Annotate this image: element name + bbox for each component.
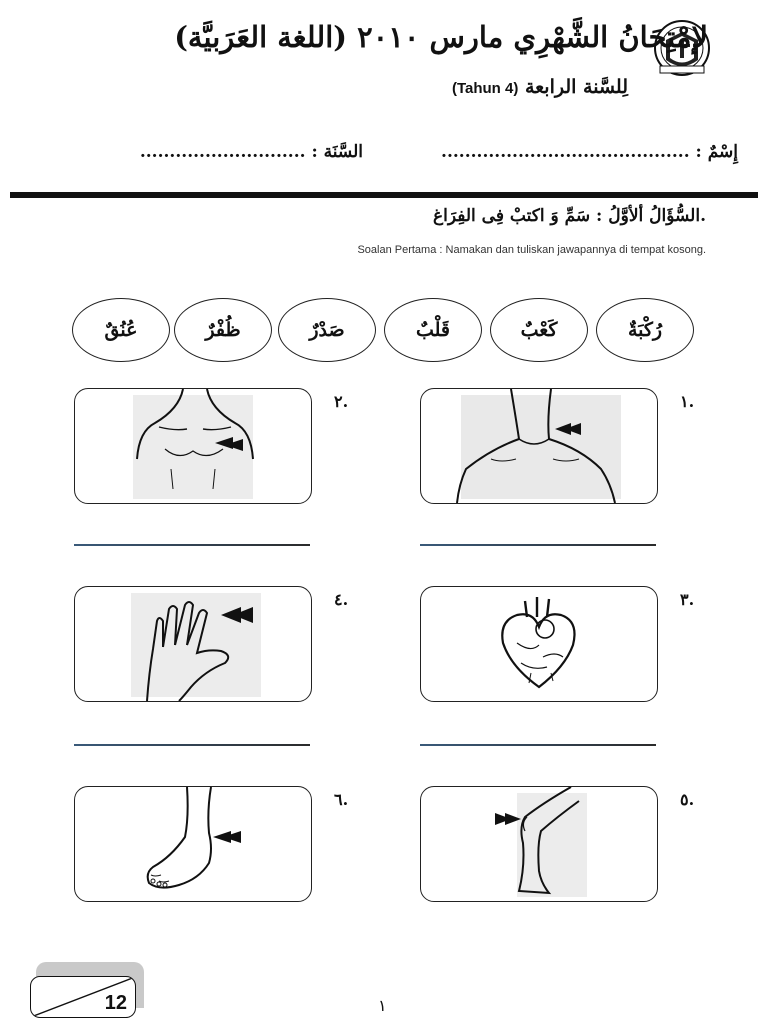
score-box <box>30 976 136 1018</box>
picture-box <box>74 786 312 902</box>
heel-icon <box>75 787 311 901</box>
exam-title: لإمْتِحَانُ الشَّهْرِي مارس ٢٠١٠ (اللغة العَرَبيَّة) <box>174 20 708 54</box>
exam-subtitle <box>452 76 628 98</box>
picture-box <box>420 786 658 902</box>
item-number: .١ <box>680 392 695 411</box>
item-number: .٣ <box>680 590 695 609</box>
answer-line[interactable] <box>420 744 656 746</box>
heart-icon <box>421 587 657 701</box>
word-bank-item: قَلْبٌ <box>384 298 482 362</box>
word-bank-item: كَعْبٌ <box>490 298 588 362</box>
picture-box <box>74 586 312 702</box>
chest-icon <box>75 389 311 503</box>
score-total: 12 <box>104 992 127 1014</box>
item-number: .٦ <box>334 790 349 809</box>
neck-icon <box>421 389 657 503</box>
word-bank-item: صَدْرٌ <box>278 298 376 362</box>
subtitle-malay: (Tahun 4) <box>451 80 519 97</box>
word-bank-item: ظُفْرٌ <box>174 298 272 362</box>
fingernail-icon <box>75 587 311 701</box>
year-field: السَّنَة : ............................ <box>139 142 363 162</box>
answer-line[interactable] <box>74 744 310 746</box>
item-number: .٢ <box>334 392 349 411</box>
knee-icon <box>421 787 657 901</box>
subtitle-arabic: لِلسَّنة الرابعة <box>524 76 628 98</box>
picture-box <box>74 388 312 504</box>
word-bank-item: عُنُقٌ <box>72 298 170 362</box>
page-number: ١ <box>378 996 387 1015</box>
picture-box <box>420 586 658 702</box>
answer-line[interactable] <box>74 544 310 546</box>
name-field: إِسْمٌ : .......................................... <box>441 142 738 162</box>
question-title: .السُّؤَالُ ألأوَّلُ : سَمِّ وَ اكتبْ فِى الفِرَاغ <box>433 206 706 226</box>
header-divider <box>10 192 758 198</box>
answer-line[interactable] <box>420 544 656 546</box>
word-bank-item: رُكْبَةٌ <box>596 298 694 362</box>
item-number: .٤ <box>334 590 349 609</box>
item-number: .٥ <box>680 790 695 809</box>
picture-box <box>420 388 658 504</box>
question-instruction: Soalan Pertama : Namakan dan tuliskan jawapannya di tempat kosong. <box>357 244 706 256</box>
